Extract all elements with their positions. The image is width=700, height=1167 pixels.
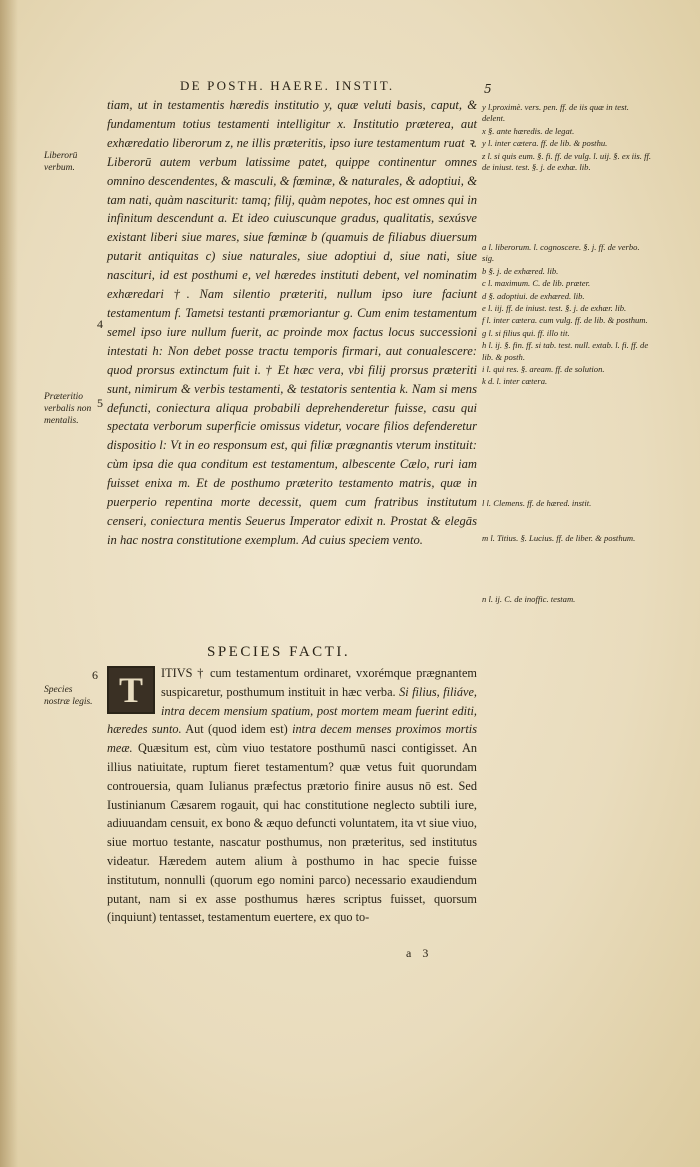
right-note: a l. liberorum. l. cognoscere. §. j. ff. de verbo. sig. (482, 242, 640, 264)
right-note: b §. j. de exhæred. lib. (482, 265, 559, 276)
signature-mark: a 3 (406, 946, 433, 960)
section-title: SPECIES FACTI. (207, 644, 351, 660)
folio-mark: 5 (484, 82, 492, 96)
species-middle: Aut (quod idem est) (181, 722, 293, 737)
main-text-block (107, 96, 477, 550)
main-paragraph: tiam, ut in testamentis hæredis institutio y, quæ veluti basis, caput, & fundamentum totius testamenti intelligitur x. Institutio præterea, aut exhæredatio liberorum z, ne illis præteritis, ipso iure testamentum ruat ꝛ. Liberorū autem verbum latissime patet, quippe continentur omnes omnino descendentes, & masculi, & fœminæ, & naturales, & adoptiui, & tam nati, quàm nasciturit: tamq; filij, quàm nepotes, hoc est omnes qui in infinitum descendunt a. Et ideo cuiuscunque gradus, qualitatis, sexúsve existant liberi siue mares, siue fœminæ b (quamuis de filiabus diuersum putarit antiquitas c) siue naturales, siue adoptiui d, siue nati, siue nascituri, id est posthumi e, vel hæredes instituti debent, vel nominatim exhæredari †. Nam silentio præteriti, nullum ipso iure faciunt testamentum f. Tametsi testanti præmoriantur g. Cum enim testamentum semel ipso iure nullum fuerit, ac proinde mox factus locus successioni intestati h: Non debet posse tractu temporis firmari, aut conualescere: quod prorsus extinctum fuit i. † Et hæc vera, vbi filij prorsus præteriti sunt, nimirum & verbis testamenti, & testatoris sententia k. Nam si mens defuncti, coniectura aliqua probabili deprehenderetur fuisse, casu qui spectata verborum superficie omissus videtur, vocare filios defenderetur dispositio l: Vt in eo responsum est, qui filiæ prægnantis vterum instituit: cùm ipsa die qua conditum est testamentum, albescente Cælo, ruri iam fuisset enixa m. Et de posthumo præterito testamento matris, quæ in puerperio repentina morte decessit, quem cum fratribus institutum censeri, coniectura mentis Seuerus Imperator edixit n. Prostat & elegās in hac nostra constitutione exemplum. Ad cuius speciem vento. (107, 98, 477, 547)
right-note: z l. si quis eum. §. fi. ff. de vulg. l. uij. §. ex iis. ff. de iniust. test. §. j. de exhæ. lib. (482, 150, 652, 173)
right-note: f l. inter cætera. cum vulg. ff. de lib. & posthum. (482, 315, 648, 326)
species-quote-2: intra decem menses proximos mortis meæ. (107, 722, 477, 756)
right-note: y l.proximè. vers. pen. ff. de iis quæ in test. delent. (482, 102, 629, 124)
right-note: i l. qui res. §. aream. ff. de solution. (482, 364, 605, 375)
species-text-block (107, 664, 477, 927)
species-quote-1: Si filius, filiáve, intra decem mensium spatium, post mortem meam fuerint editi, hæredes sunto. (107, 684, 477, 737)
binding-gutter-shadow (0, 0, 18, 1167)
right-note-m: m l. Titius. §. Lucius. ff. de liber. & posthum. (482, 533, 636, 543)
right-note: g l. si filius qui. ff. illo tit. (482, 327, 570, 338)
line-number-5: 5 (97, 396, 103, 410)
right-note: d §. adoptiui. de exhæred. lib. (482, 290, 585, 301)
line-number-6: 6 (92, 668, 98, 682)
right-note-n: n l. ij. C. de inoffic. testam. (482, 594, 576, 604)
right-note: h l. ij. §. fin. ff. si tab. test. null. extab. l. fi. ff. de lib. & posth. (482, 340, 649, 362)
right-notes-mid (482, 242, 652, 389)
right-note: e l. iij. ff. de iniust. test. §. j. de exhær. lib. (482, 303, 627, 314)
right-note: k d. l. inter cætera. (482, 376, 548, 387)
right-notes-top (482, 102, 652, 174)
margin-note-praeteritio: Præteritio verbalis non mentalis. (44, 392, 92, 426)
right-note: x §. ante hæredis. de legat. (482, 125, 575, 136)
right-note: c l. maximum. C. de lib. præter. (482, 278, 591, 289)
species-rest: Quæsitum est, cùm viuo testatore posthumū nasci contigisset. An illius natiuitate, ruptum fieret testamentum? quæ vetus fuit quorundam controuersia, quam Iulianus præfectus prætorio finire ausus nō est. Sed Iustinianum Cæsarem rogauit, qui hac constitutione neglecto subtili iure, adiuuandam censuit, ex bono & æquo defuncti voluntatem, ita vt siue viuo, siue mortuo testante, nascatur posthumus, non præteritus, sed institutus videatur. Hæredem autem alium à posthumo in hac specie fuisse institutum, nonnulli (quorum ego nomini parco) necessario exaudiendum putant, nam si ex asse posthumus hæres scriptus fuisset, quorsum (inquiunt) tentasset, testamentum euertere, ex quo to- (107, 741, 477, 925)
margin-note-species: Species nostræ legis. (44, 685, 93, 707)
margin-note-liberorum: Liberorū verbum. (44, 151, 78, 173)
right-note: y l. inter cætera. ff. de lib. & posthu. (482, 138, 608, 149)
species-intro: ITIVS † cum testamentum ordinaret, vxorémque prægnantem suspicaretur, posthumum instituit in hæc verba. (161, 666, 477, 699)
line-number-4: 4 (97, 317, 103, 331)
species-paragraph (107, 664, 477, 927)
running-header: DE POSTH. HAERE. INSTIT. (180, 78, 395, 93)
decorated-initial: T (107, 666, 155, 714)
right-note-l: l l. Clemens. ff. de hæred. instit. (482, 498, 592, 508)
